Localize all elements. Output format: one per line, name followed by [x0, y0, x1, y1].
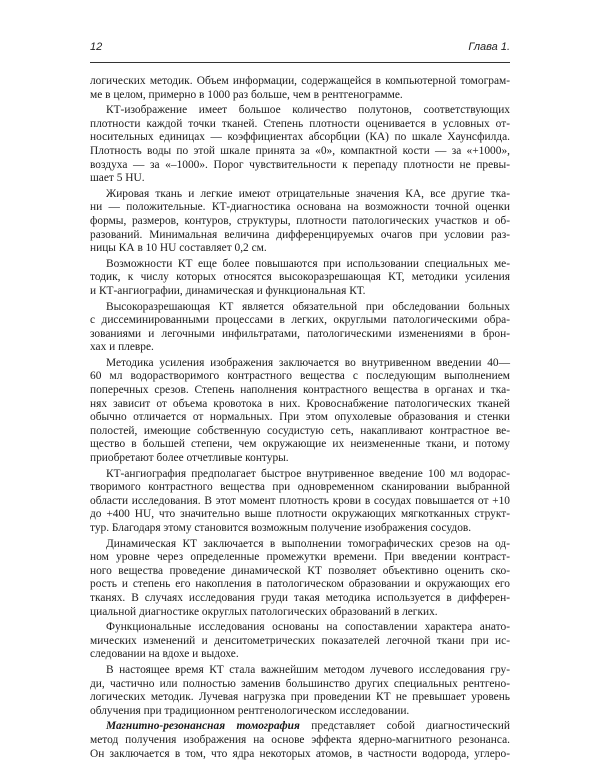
text-line: творимого контрастного вещества при одновременном сканировании выбранной: [90, 481, 510, 494]
text-line: ни — положительные. КТ-диагностика основана на возможности точной оценки: [90, 201, 510, 214]
text-line: плотности каждой точки тканей. Степень плотности оценивается в условных от-: [90, 117, 510, 130]
text-line: Плотность воды по этой шкале принята за «0», компактной кости — за «+1000»,: [90, 144, 510, 157]
text-line: ницы КА в 10 HU составляет 0,2 см.: [90, 242, 267, 255]
text-line: с диссеминированными процессами в легких, округлыми патологическими обра-: [90, 314, 510, 327]
paragraph: [90, 104, 510, 186]
text-line: тодик, к числу которых относятся высокоразрешающая КТ, методики усиления: [90, 271, 510, 284]
text-line: воздуха — за «–1000». Порог чувствительности к перепаду плотности не превы-: [90, 158, 510, 171]
text-line: Методика усиления изображения заключается во внутривенном введении 40—: [106, 356, 510, 369]
text-line: ди, частично или полностью заменив большинство других специальных рентгено-: [90, 677, 510, 690]
paragraph: [90, 538, 510, 620]
text-line: обычно отличается от нормальных. При этом опухолевые образования и стенки: [90, 411, 510, 424]
text-line: Функциональные исследования основаны на сопоставлении характера анато-: [106, 621, 510, 634]
text-line: поперечных срезов. Степень наполнения контрастного вещества в органах и тка-: [90, 384, 510, 397]
text-line: приобретают более отчетливые контуры.: [90, 452, 289, 465]
text-line: [90, 720, 510, 734]
text-line: логических методик. Лучевая нагрузка при проведении КТ не превышает уровень: [90, 691, 510, 704]
text-line: рость и степень его накопления в патологическом образовании и окружающих его: [90, 578, 510, 591]
text-line: области исследования. В этот момент плотность крови в сосудах повышается от +10: [90, 494, 510, 507]
text-line: Динамическая КТ заключается в выполнении томографических срезов на од-: [106, 537, 510, 550]
text-line: шает 5 HU.: [90, 172, 145, 185]
text-line: и КТ-ангиографии, динамическая и функциональная КТ.: [90, 284, 366, 297]
paragraph: [90, 301, 510, 355]
text-line: щество в большей степени, чем окружающие их неизмененные ткани, и потому: [90, 438, 510, 451]
paragraph: [90, 258, 510, 299]
paragraph-mrt: [90, 720, 510, 761]
text-line: ного вещества проведение динамической КТ позволяет объективно оценить ско-: [90, 564, 510, 577]
header-rule: [90, 62, 510, 63]
lead-term: Магнитно-резонансная томография: [106, 720, 300, 733]
text-line: формы, размеров, контуров, структуры, плотности патологических участков и об-: [90, 214, 510, 227]
body-text: [90, 75, 510, 763]
text-line: КТ-изображение имеет большое количество полутонов, соответствующих: [106, 104, 510, 117]
text-line: циальной диагностике округлых патологических образований в легких.: [90, 605, 438, 618]
text-line: КТ-ангиография предполагает быстрое внутривенное введение 100 мл водорас-: [106, 467, 510, 480]
text-line: метод получения изображения на основе эффекта ядерно-магнитного резонанса.: [90, 733, 510, 746]
text-line: логических методик. Объем информации, содержащейся в компьютерной томограм-: [90, 75, 510, 87]
text-line: нях зависит от объема кровотока в них. Кровоснабжение патологических тканей: [90, 397, 510, 410]
paragraph: [90, 621, 510, 662]
text-line: В настоящее время КТ стала важнейшим методом лучевого исследования гру-: [106, 663, 510, 676]
text-line: разований. Минимальная величина дифференцируемых очагов при условии раз-: [90, 228, 510, 241]
paragraph: [90, 75, 510, 102]
text-line: 60 мл водорастворимого контрастного вещества с последующим выполнением: [90, 370, 510, 383]
text-line: носительных единицах — коэффициентах абсорбции (КА) по шкале Хаунсфилда.: [90, 131, 510, 144]
chapter-title: Глава 1.: [468, 41, 510, 53]
text-line: до +400 HU, что значительно выше плотности окружающих мягкотканных структ-: [90, 508, 510, 521]
paragraph: [90, 468, 510, 536]
text-line: полостей, имеющие собственную сосудистую сеть, накапливают контрастное ве-: [90, 424, 510, 437]
text-line: Он заключается в том, что ядра некоторых атомов, в частности водорода, углеро-: [90, 747, 510, 760]
page-number: 12: [90, 41, 103, 53]
paragraph: [90, 188, 510, 256]
text-line: следовании на вдохе и выдохе.: [90, 648, 239, 661]
text-line: тур. Благодаря этому становится возможным получение изображения сосудов.: [90, 522, 472, 534]
text-line: облучения при традиционном рентгенологическом исследовании.: [90, 704, 410, 717]
running-header: [90, 41, 510, 57]
paragraph: [90, 664, 510, 718]
text-line: Возможности КТ еще более повышаются при использовании специальных ме-: [106, 257, 510, 270]
text-line: тканях. В случаях исследования груди такая методика используется в дифферен-: [90, 591, 510, 604]
text-line: Высокоразрешающая КТ является обязательной при обследовании больных: [106, 300, 510, 313]
text-line: ном уровне через определенные промежутки времени. При введении контраст-: [90, 551, 510, 564]
text-line: хах и плевре.: [90, 341, 154, 354]
text-line: мических изменений и денситометрических показателей легочной ткани при ис-: [90, 634, 510, 647]
text-line: ме в целом, примерно в 1000 раз больше, чем в рентгенограмме.: [90, 88, 403, 101]
lead-line-rest: представляет собой диагностический: [299, 720, 510, 733]
text-line: зованиями и легочными инфильтратами, патологическими изменениями в брон-: [90, 327, 510, 340]
paragraph: [90, 357, 510, 466]
text-line: Жировая ткань и легкие имеют отрицательные значения КА, все другие тка-: [106, 187, 510, 200]
